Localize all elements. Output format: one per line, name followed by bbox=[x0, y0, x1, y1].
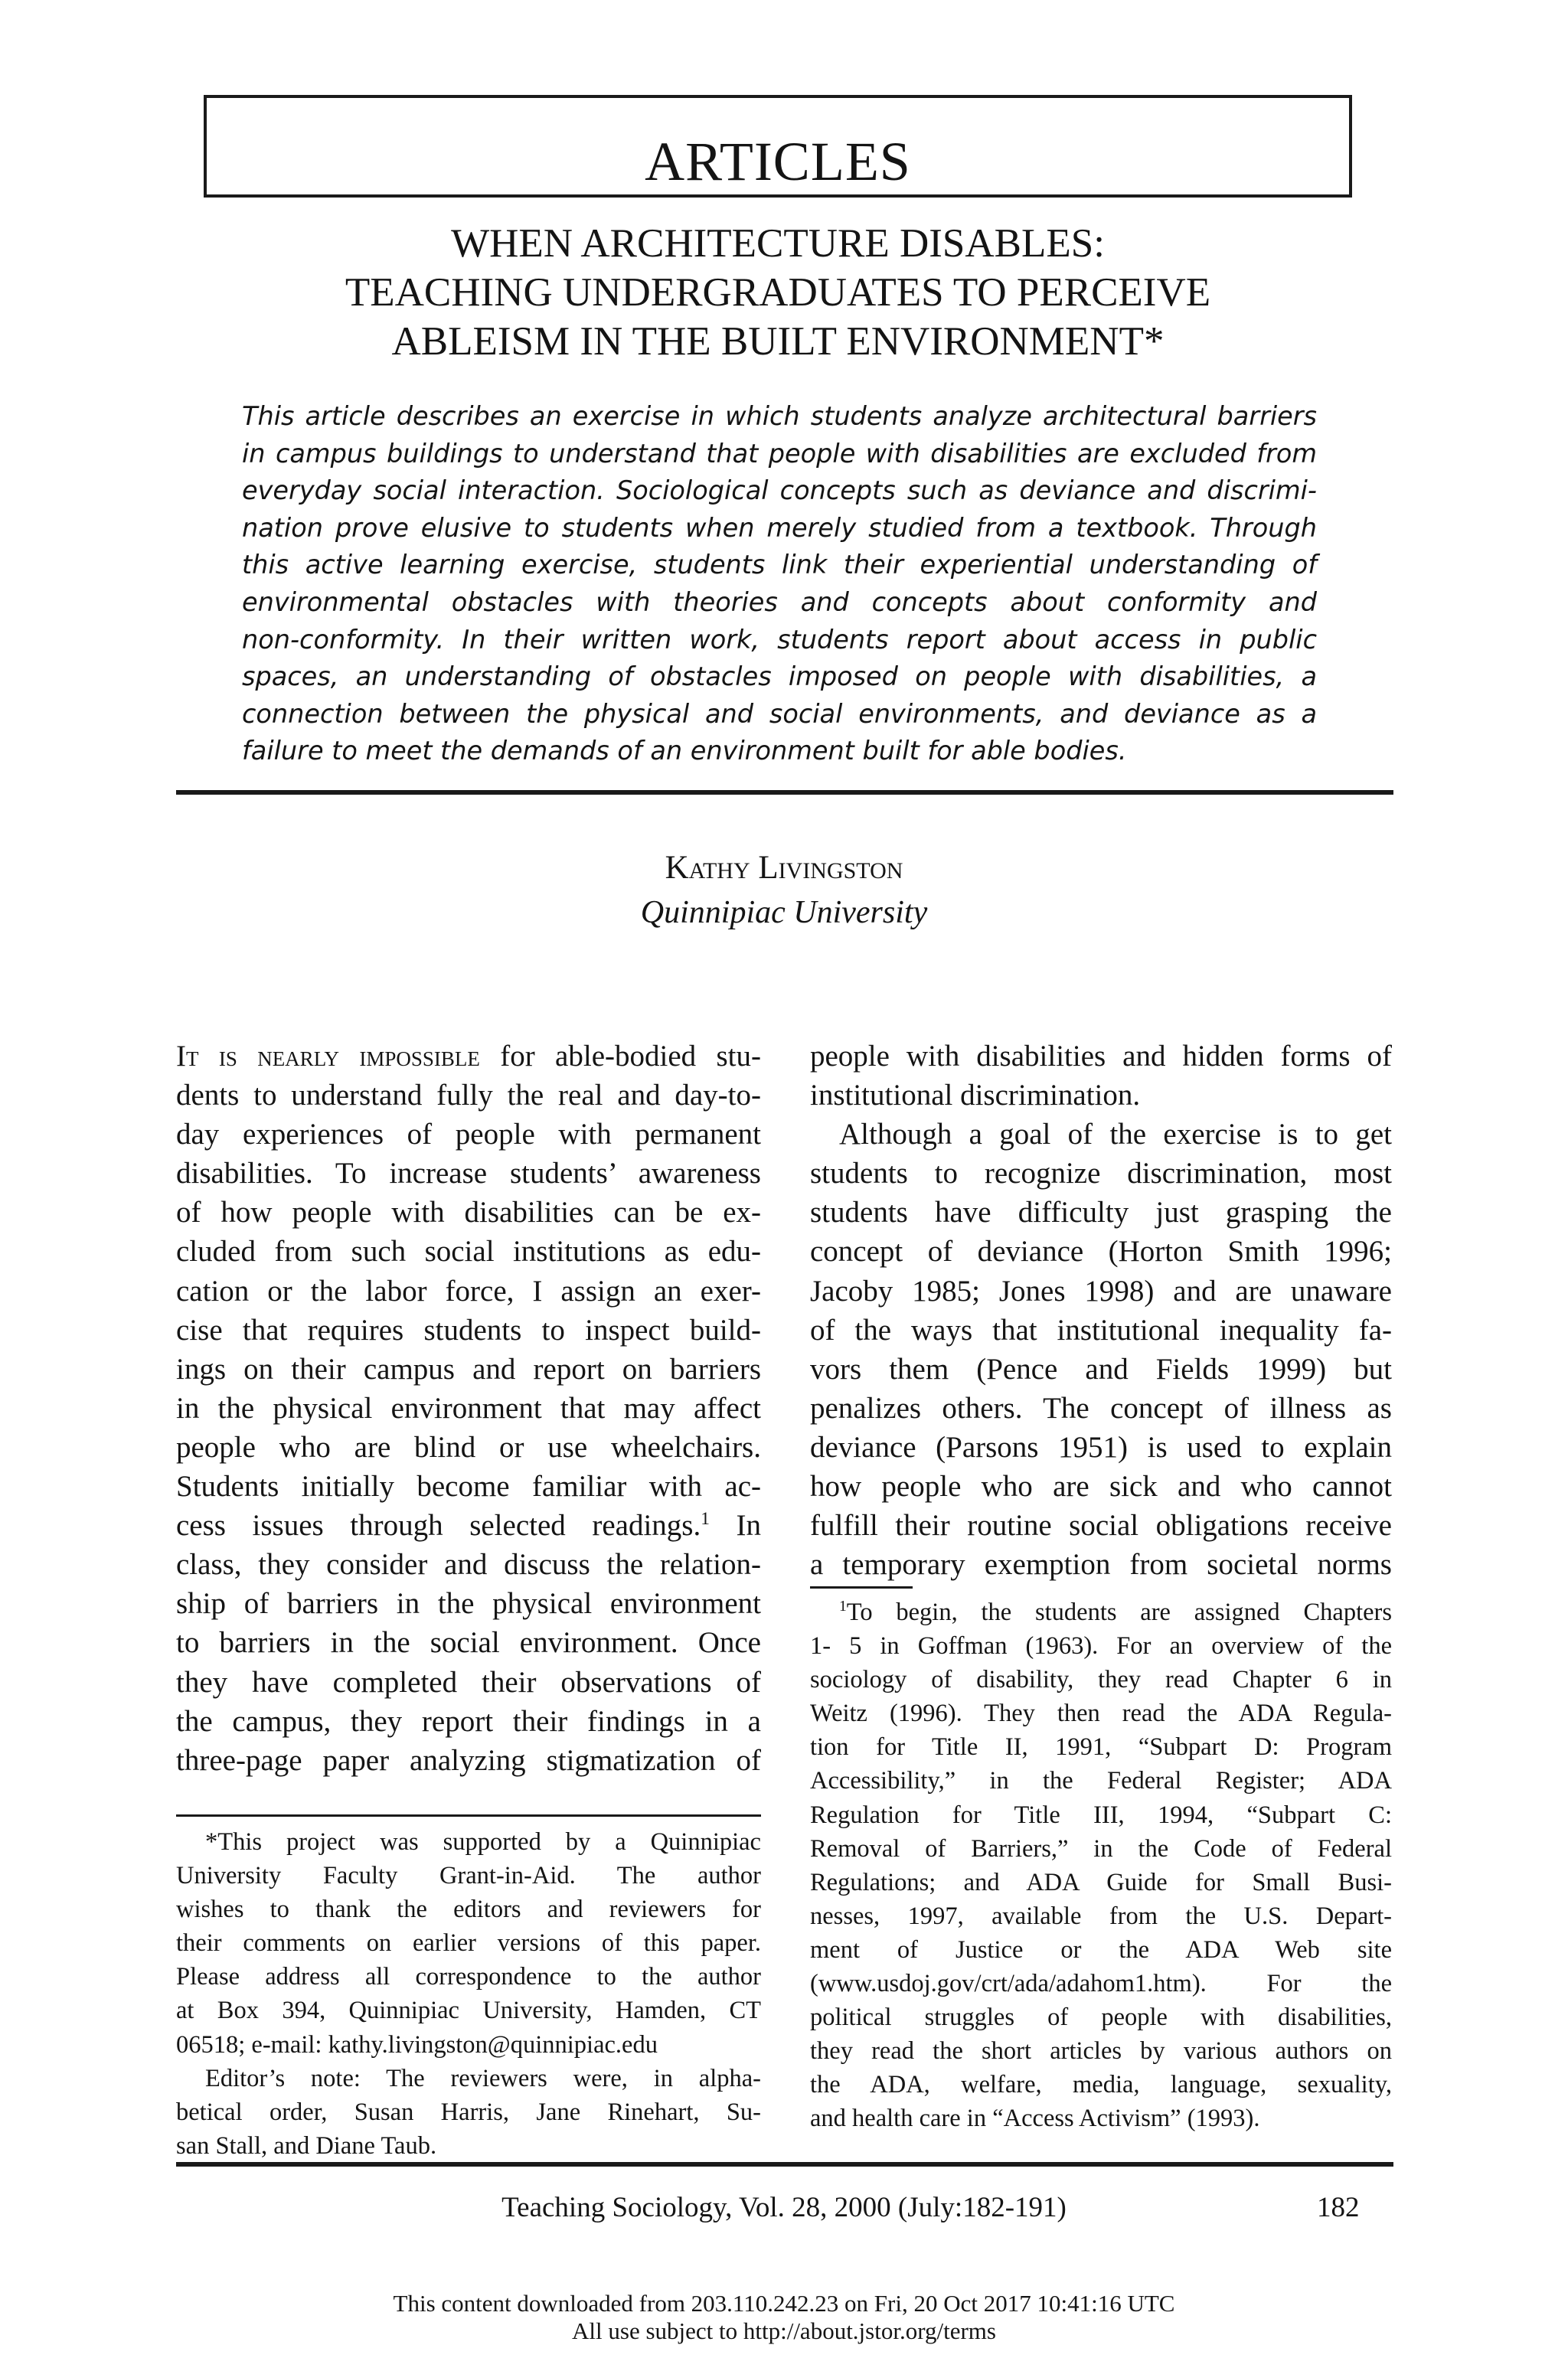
acknowledgement-footnote bbox=[176, 1825, 761, 2163]
footnote-line: Removal of Barriers,” in the Code of Federal bbox=[810, 1834, 1392, 1863]
body-line: people who are blind or use wheelchairs. bbox=[176, 1430, 761, 1464]
body-line: to barriers in the social environment. Once bbox=[176, 1626, 761, 1660]
body-line: Jacoby 1985; Jones 1998) and are unaware bbox=[810, 1274, 1392, 1308]
right-column-body bbox=[810, 1037, 1392, 1584]
body-line: deviance (Parsons 1951) is used to explain bbox=[810, 1430, 1392, 1464]
footnote-line: and health care in “Access Activism” (1993). bbox=[810, 2105, 1260, 2133]
body-line: ship of barriers in the physical environment bbox=[176, 1587, 761, 1621]
title-line: WHEN ARCHITECTURE DISABLES: bbox=[451, 221, 1105, 266]
body-line: disabilities. To increase students’ awareness bbox=[176, 1157, 761, 1190]
body-line: the campus, they report their findings in a bbox=[176, 1704, 761, 1738]
author-name: Kathy Livingston bbox=[665, 850, 903, 886]
body-line: how people who are sick and who cannot bbox=[810, 1470, 1392, 1504]
article-title bbox=[199, 219, 1357, 366]
footnote-ref[interactable]: 1 bbox=[701, 1509, 710, 1530]
footnote-line: wishes to thank the editors and reviewers for bbox=[176, 1896, 761, 1924]
body-line: people with disabilities and hidden forms of bbox=[810, 1040, 1392, 1073]
body-text: cess issues through selected readings. bbox=[176, 1509, 701, 1543]
footnote-line: sociology of disability, they read Chapter 6 in bbox=[810, 1666, 1392, 1694]
body-line: of how people with disabilities can be ex- bbox=[176, 1196, 761, 1230]
body-text: for able-bodied stu- bbox=[479, 1040, 761, 1073]
footnote-mark: 1 bbox=[839, 1599, 847, 1615]
abstract-divider bbox=[176, 790, 1393, 795]
body-line: they have completed their observations of bbox=[176, 1665, 761, 1699]
abstract-line: non-conformity. In their written work, students report about access in public bbox=[242, 624, 1317, 655]
footnote-line: ment of Justice or the ADA Web site bbox=[810, 1935, 1392, 1964]
body-line: class, they consider and discuss the relation- bbox=[176, 1548, 761, 1582]
footnote-line: Regulation for Title III, 1994, “Subpart C: bbox=[810, 1801, 1392, 1829]
readings-footnote bbox=[810, 1595, 1392, 2136]
body-line: a temporary exemption from societal norms bbox=[810, 1548, 1392, 1582]
abstract-line: everyday social interaction. Sociological concepts such as deviance and discrimi- bbox=[242, 475, 1317, 506]
author-affiliation: Quinnipiac University bbox=[640, 895, 928, 930]
abstract-line: This article describes an exercise in which students analyze architectural barriers bbox=[242, 401, 1317, 431]
journal-citation: Teaching Sociology, Vol. 28, 2000 (July:182-191) bbox=[501, 2192, 1067, 2223]
abstract-line: spaces, an understanding of obstacles imposed on people with disabilities, a bbox=[242, 661, 1317, 692]
footnote-line bbox=[810, 1595, 1392, 1629]
body-line: institutional discrimination. bbox=[810, 1079, 1141, 1112]
terms-notice[interactable]: All use subject to http://about.jstor.org/terms bbox=[572, 2317, 996, 2344]
footnote-line: Regulations; and ADA Guide for Small Busi- bbox=[810, 1868, 1392, 1896]
footnote-line: Accessibility,” in the Federal Register; ADA bbox=[810, 1767, 1392, 1795]
body-line: Although a goal of the exercise is to get bbox=[839, 1118, 1392, 1151]
editor-note-line: Editor’s note: The reviewers were, in alpha- bbox=[205, 2064, 761, 2092]
title-line: ABLEISM IN THE BUILT ENVIRONMENT* bbox=[391, 319, 1165, 364]
abstract-line: in campus buildings to understand that people with disabilities are excluded from bbox=[242, 438, 1317, 469]
body-line: concept of deviance (Horton Smith 1996; bbox=[810, 1235, 1392, 1269]
footnote-line: 1- 5 in Goffman (1963). For an overview of the bbox=[810, 1632, 1392, 1661]
body-line: three-page paper analyzing stigmatization of bbox=[176, 1743, 761, 1777]
abstract-line: this active learning exercise, students link their experiential understanding of bbox=[242, 550, 1317, 580]
left-footnote-divider bbox=[176, 1814, 761, 1817]
abstract-line: nation prove elusive to students when merely studied from a textbook. Through bbox=[242, 512, 1317, 543]
footnote-line: 06518; e-mail: kathy.livingston@quinnipiac.edu bbox=[176, 2030, 658, 2059]
body-line: cation or the labor force, I assign an exer- bbox=[176, 1274, 761, 1308]
body-line: in the physical environment that may affect bbox=[176, 1391, 761, 1425]
body-text: In bbox=[709, 1509, 761, 1543]
lead-in: It is nearly impossible bbox=[176, 1040, 480, 1073]
abstract-line: environmental obstacles with theories and concepts about conformity and bbox=[242, 586, 1317, 617]
footnote-line: Weitz (1996). They then read the ADA Regula- bbox=[810, 1700, 1392, 1728]
footnote-line: University Faculty Grant-in-Aid. The author bbox=[176, 1862, 761, 1890]
body-line: students have difficulty just grasping the bbox=[810, 1196, 1392, 1230]
page-number: 182 bbox=[1317, 2192, 1360, 2223]
footnote-line: at Box 394, Quinnipiac University, Hamden, CT bbox=[176, 1997, 761, 2025]
footnote-line: the ADA, welfare, media, language, sexuality, bbox=[810, 2071, 1392, 2099]
body-line: Students initially become familiar with ac- bbox=[176, 1470, 761, 1504]
abstract-line: failure to meet the demands of an environment built for able bodies. bbox=[242, 736, 1127, 766]
section-title: ARTICLES bbox=[645, 131, 911, 192]
footnote-line: *This project was supported by a Quinnipiac bbox=[205, 1828, 761, 1856]
abstract-line: connection between the physical and social environments, and deviance as a bbox=[242, 698, 1317, 729]
footnote-line: (www.usdoj.gov/crt/ada/adahom1.htm). For the bbox=[810, 1970, 1392, 1998]
body-line bbox=[176, 1506, 761, 1545]
footnote-line: Please address all correspondence to the author bbox=[176, 1963, 761, 1991]
left-column-body bbox=[176, 1037, 761, 1780]
body-line bbox=[176, 1037, 761, 1076]
footnote-line: nesses, 1997, available from the U.S. Depart- bbox=[810, 1902, 1392, 1930]
body-line: cluded from such social institutions as edu- bbox=[176, 1235, 761, 1269]
right-footnote-divider bbox=[810, 1586, 913, 1589]
body-line: students to recognize discrimination, most bbox=[810, 1157, 1392, 1190]
editor-note-line: betical order, Susan Harris, Jane Rinehart, Su- bbox=[176, 2098, 761, 2126]
body-line: ings on their campus and report on barriers bbox=[176, 1352, 761, 1386]
footnote-line: tion for Title II, 1991, “Subpart D: Program bbox=[810, 1733, 1392, 1762]
footnote-text: To begin, the students are assigned Chapters bbox=[846, 1599, 1392, 1626]
footnote-line: their comments on earlier versions of this paper. bbox=[176, 1929, 761, 1958]
footnote-line: political struggles of people with disabilities, bbox=[810, 2004, 1392, 2032]
body-line: penalizes others. The concept of illness as bbox=[810, 1391, 1392, 1425]
footer-divider bbox=[176, 2162, 1393, 2167]
download-notice: This content downloaded from 203.110.242.23 on Fri, 20 Oct 2017 10:41:16 UTC bbox=[393, 2290, 1175, 2317]
editor-note-line: san Stall, and Diane Taub. bbox=[176, 2131, 437, 2160]
body-line: day experiences of people with permanent bbox=[176, 1118, 761, 1151]
body-line: fulfill their routine social obligations receive bbox=[810, 1509, 1392, 1543]
body-line: of the ways that institutional inequality fa- bbox=[810, 1313, 1392, 1347]
abstract bbox=[242, 398, 1317, 770]
body-line: dents to understand fully the real and day-to- bbox=[176, 1079, 761, 1112]
footnote-line: they read the short articles by various authors on bbox=[810, 2037, 1392, 2066]
body-line: vors them (Pence and Fields 1999) but bbox=[810, 1352, 1392, 1386]
body-line: cise that requires students to inspect build- bbox=[176, 1313, 761, 1347]
title-line: TEACHING UNDERGRADUATES TO PERCEIVE bbox=[345, 270, 1211, 315]
